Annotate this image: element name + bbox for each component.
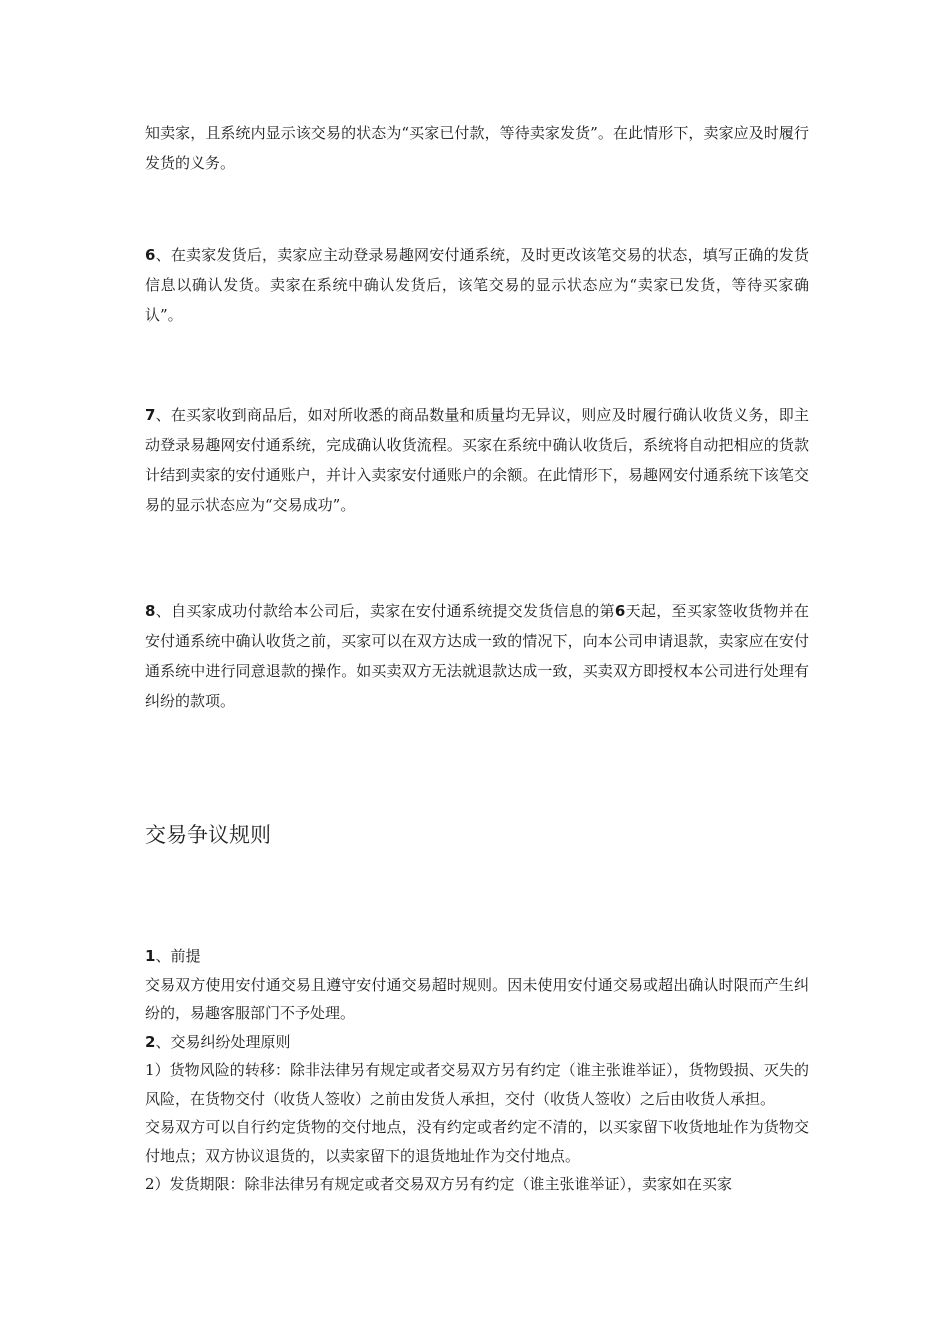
- paragraph-8-number: 8: [145, 602, 156, 620]
- rule-1-text: 交易双方使用安付通交易且遵守安付通交易超时规则。因未使用安付通交易或超出确认时限而产生纠纷的，易趣客服部门不予处理。: [145, 975, 809, 1022]
- rule-1-heading-text: 、前提: [155, 947, 201, 965]
- paragraph-8-text-a: 、自买家成功付款给本公司后，卖家在安付通系统提交发货信息的第: [155, 602, 615, 620]
- rule-1-number: 1: [145, 947, 156, 965]
- paragraph-7: [145, 400, 809, 520]
- paragraph-8: [145, 596, 809, 716]
- rule-2-heading: [145, 1028, 809, 1057]
- paragraph-7-number: 7: [145, 406, 156, 424]
- paragraph-8-inline-number: 6: [614, 602, 626, 620]
- rule-2-number: 2: [145, 1032, 156, 1051]
- rule-1-heading: [145, 942, 809, 971]
- paragraph-6-number: 6: [145, 246, 156, 264]
- rule-2-1-text: 1）货物风险的转移：除非法律另有规定或者交易双方另有约定（谁主张谁举证），货物毁损、灭失的风险，在货物交付（收货人签收）之前由发货人承担，交付（收货人签收）之后由收货人承担。: [145, 1061, 809, 1108]
- rule-2-1b-text: 交易双方可以自行约定货物的交付地点，没有约定或者约定不清的，以买家留下收货地址作为货物交付地点；双方协议退货的，以卖家留下的退货地址作为交付地点。: [145, 1118, 809, 1165]
- paragraph-6: [145, 240, 809, 330]
- paragraph-intro-text: 知卖家，且系统内显示该交易的状态为“买家已付款，等待卖家发货”。在此情形下，卖家应及时履行发货的义务。: [145, 124, 809, 172]
- section-title: 交易争议规则: [145, 823, 271, 847]
- paragraph-8-text-b: 天起，至买家签收货物并在安付通系统中确认收货之前，买家可以在双方达成一致的情况下，向本公司申请退款，卖家应在安付通系统中进行同意退款的操作。如买卖双方无法就退款达成一致，买卖双方即授权本公司进行处理有纠纷的款项。: [145, 602, 809, 710]
- rules-section: [145, 942, 809, 1199]
- rule-2-heading-text: 、交易纠纷处理原则: [155, 1032, 291, 1051]
- rule-2-2-text: 2）发货期限：除非法律另有规定或者交易双方另有约定（谁主张谁举证），卖家如在买家: [145, 1175, 733, 1193]
- paragraph-intro: [145, 118, 809, 178]
- paragraph-7-text: 、在买家收到商品后，如对所收悉的商品数量和质量均无异议，则应及时履行确认收货义务，即主动登录易趣网安付通系统，完成确认收货流程。买家在系统中确认收货后，系统将自动把相应的货款计结到卖家的安付通账户，并计入卖家安付通账户的余额。在此情形下，易趣网安付通系统下该笔交易的显示状态应为“交易成功”。: [145, 406, 809, 514]
- paragraph-6-text: 、在卖家发货后，卖家应主动登录易趣网安付通系统，及时更改该笔交易的状态，填写正确的发货信息以确认发货。卖家在系统中确认发货后，该笔交易的显示状态应为“卖家已发货，等待买家确认”。: [145, 246, 809, 324]
